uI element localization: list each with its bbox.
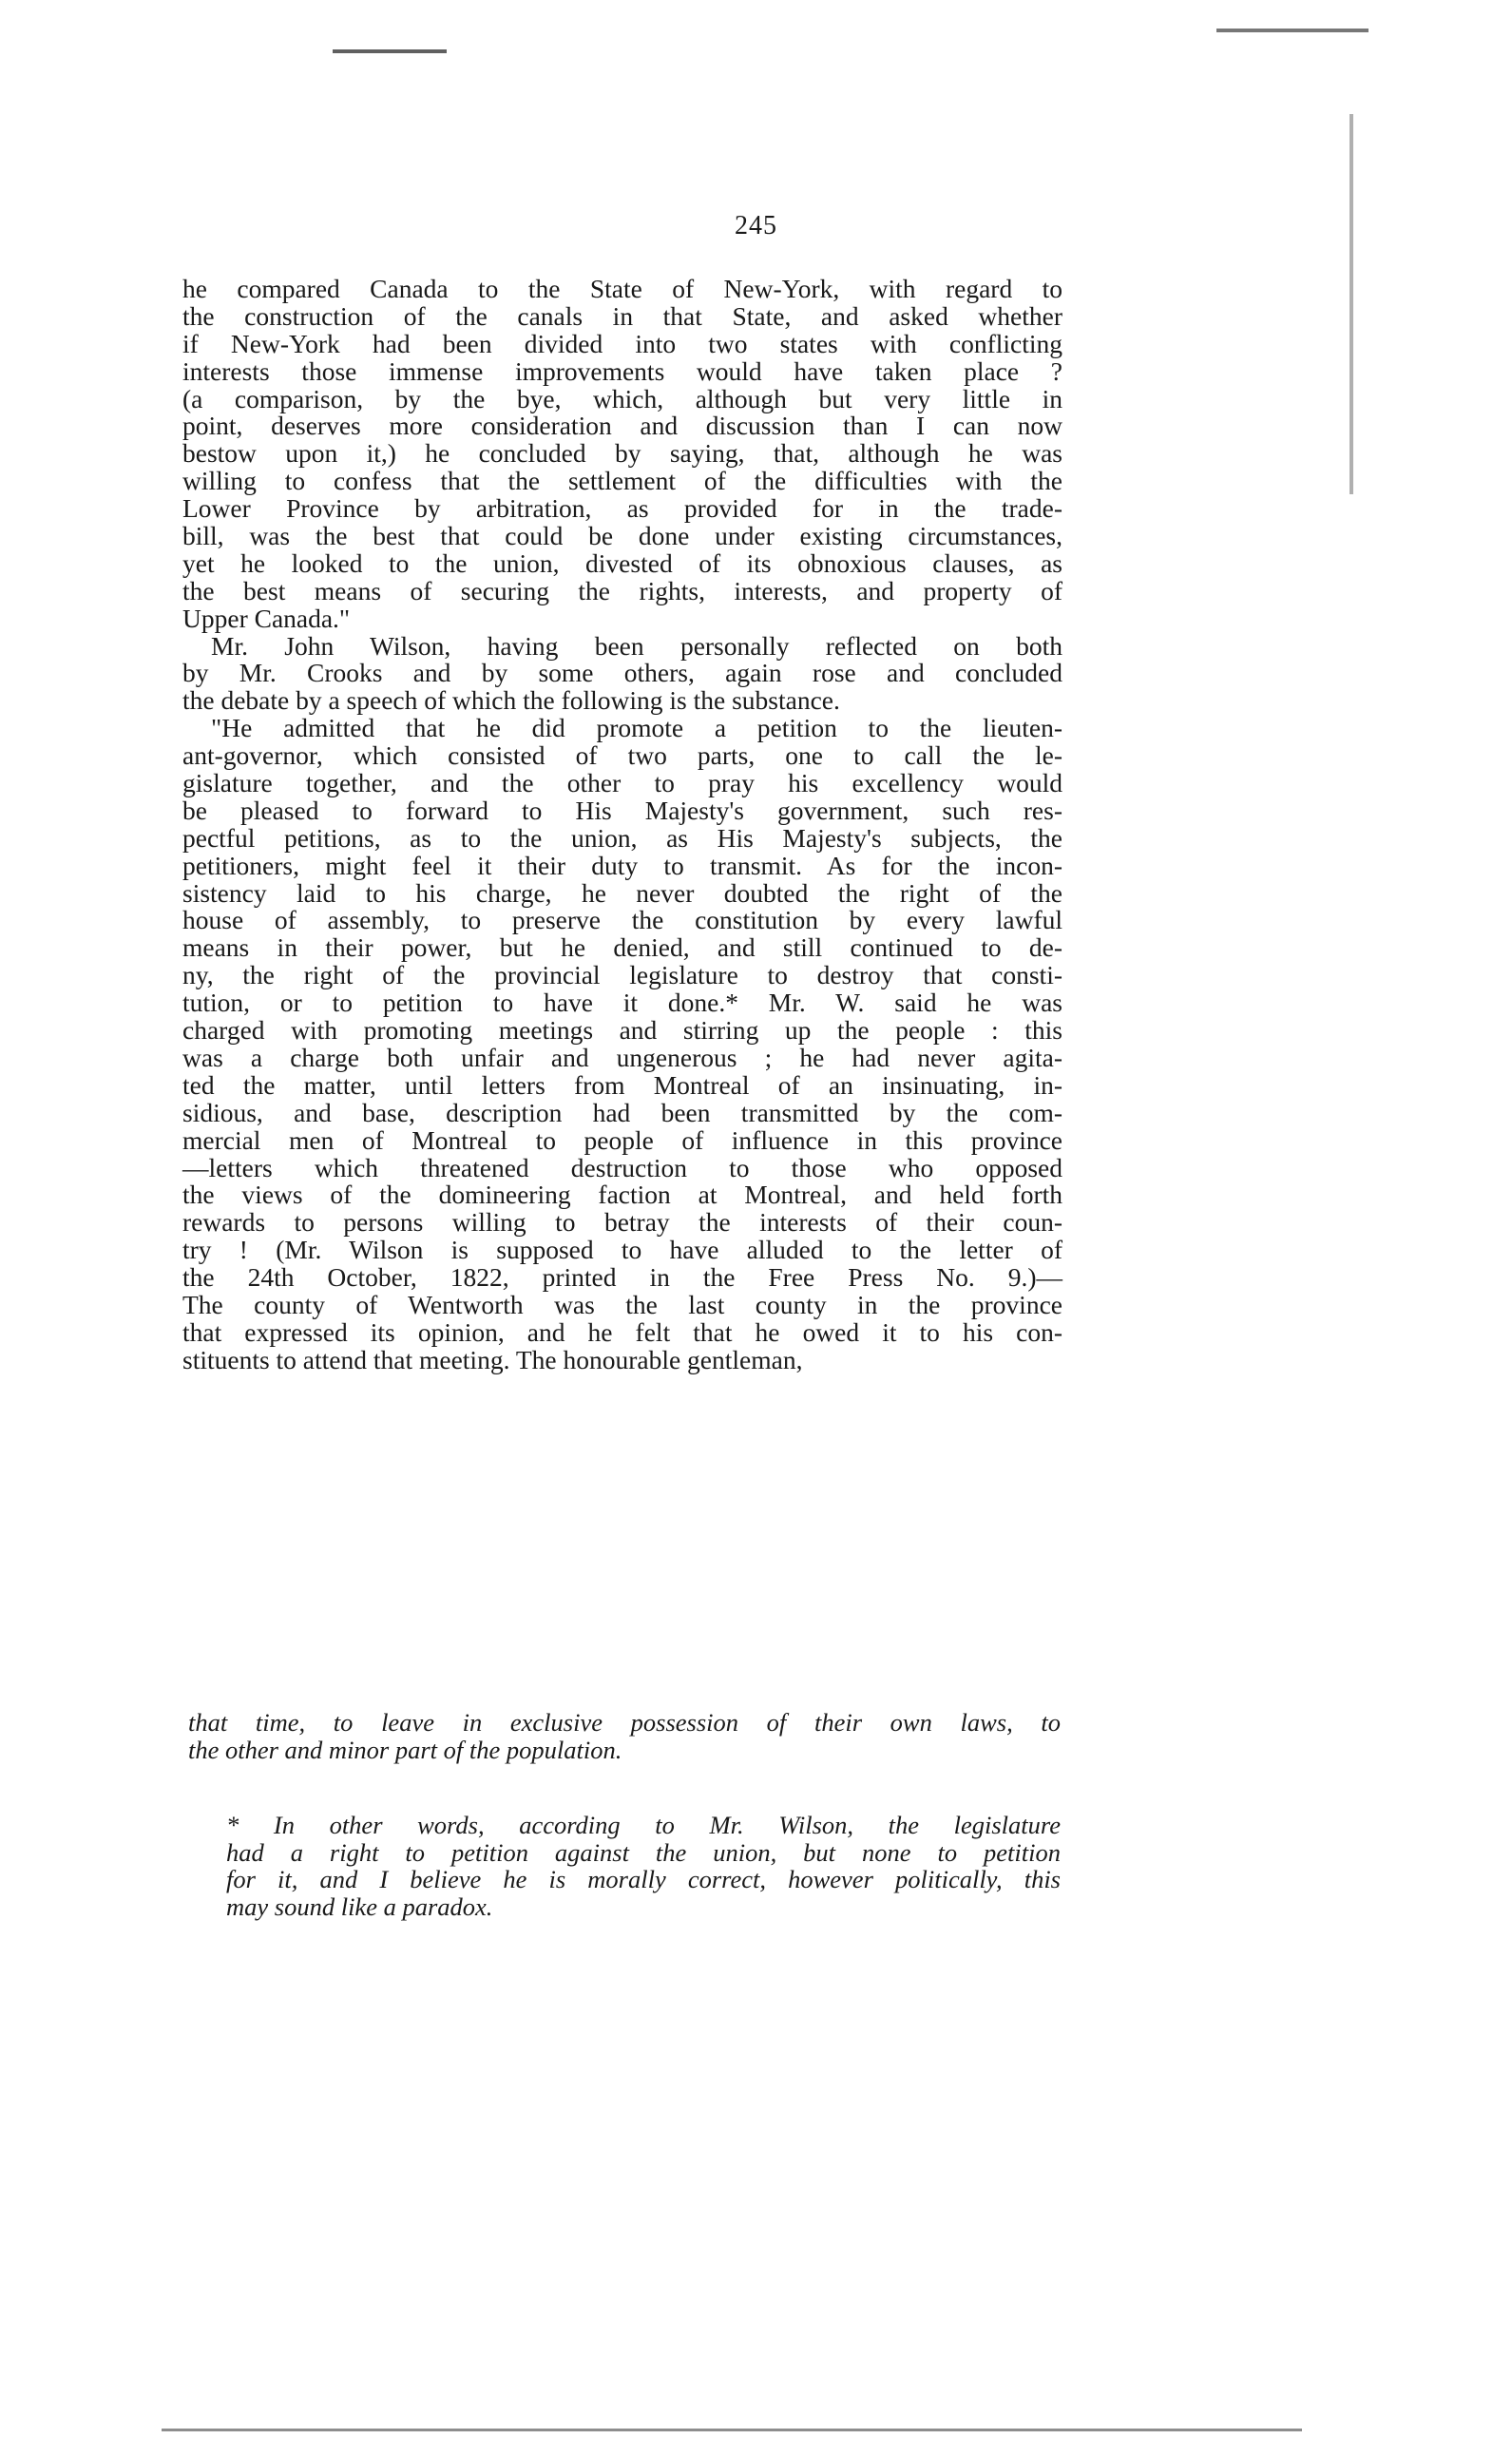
scan-edge-right (1349, 114, 1353, 494)
text-line: the best means of securing the rights, interests, and property of (182, 575, 1062, 605)
text-line: charged with promoting meetings and stirring up the people : this (182, 1015, 1062, 1046)
text-line: Upper Canada." (182, 603, 351, 633)
text-line: he compared Canada to the State of New-York, with regard to (182, 274, 1062, 303)
text-line: gislature together, and the other to pray his excellency would (182, 768, 1062, 798)
text-line: sidious, and base, description had been transmitted by the com- (182, 1097, 1062, 1127)
text-line: if New-York had been divided into two states with conflicting (182, 328, 1062, 358)
main-body-text (182, 276, 1062, 1374)
scan-smudge-bottom (162, 2429, 1302, 2431)
text-line: ant-governor, which consisted of two parts, one to call the le- (182, 740, 1062, 771)
text-line: interests those immense improvements would have taken place ? (182, 355, 1062, 386)
text-line: sistency laid to his charge, he never doubted the right of the (182, 877, 1062, 908)
text-line: that expressed its opinion, and he felt that he owed it to his con- (182, 1316, 1062, 1347)
scan-smudge-top (333, 49, 447, 53)
text-line: by Mr. Crooks and by some others, again rose and concluded (182, 658, 1062, 688)
text-line: The county of Wentworth was the last county in the province (182, 1289, 1062, 1319)
text-line: bestow upon it,) he concluded by saying, that, although he was (182, 438, 1062, 469)
text-line: be pleased to forward to His Majesty's government, such res- (182, 795, 1062, 825)
text-line: —letters which threatened destruction to those who opposed (182, 1152, 1062, 1182)
text-line: for it, and I believe he is morally correct, however politically, this (226, 1865, 1061, 1893)
text-line: that time, to leave in exclusive possession of their own laws, to (188, 1708, 1061, 1737)
text-line: the views of the domineering faction at Montreal, and held forth (182, 1180, 1062, 1210)
text-line: "He admitted that he did promote a petition to the lieuten- (211, 713, 1062, 743)
page-number: 245 (735, 211, 777, 240)
text-line: yet he looked to the union, divested of its obnoxious clauses, as (182, 547, 1062, 578)
continuation-text (188, 1709, 1061, 1763)
text-line: (a comparison, by the bye, which, although but very little in (182, 383, 1062, 413)
text-line: willing to confess that the settlement of the difficulties with the (182, 466, 1062, 496)
text-line: means in their power, but he denied, and still continued to de- (182, 932, 1062, 963)
text-line: was a charge both unfair and ungenerous ; he had never agita- (182, 1042, 1062, 1072)
text-line: house of assembly, to preserve the constitution by every lawful (182, 905, 1062, 935)
text-line: stituents to attend that meeting. The honourable gentleman, (182, 1344, 803, 1374)
text-line: the construction of the canals in that State, and asked whether (182, 300, 1062, 331)
text-line: pectful petitions, as to the union, as His Majesty's subjects, the (182, 822, 1062, 853)
text-line: the 24th October, 1822, printed in the Free Press No. 9.)— (182, 1262, 1062, 1293)
footnote (226, 1812, 1061, 1920)
text-line: * In other words, according to Mr. Wilson, the legislature (226, 1811, 1061, 1839)
text-line: Lower Province by arbitration, as provided for in the trade- (182, 493, 1062, 524)
text-line: ted the matter, until letters from Montreal of an insinuating, in- (182, 1069, 1062, 1100)
text-line: petitioners, might feel it their duty to transmit. As for the incon- (182, 850, 1062, 880)
text-line: had a right to petition against the union, but none to petition (226, 1837, 1061, 1867)
text-line: ny, the right of the provincial legislature to destroy that consti- (182, 960, 1062, 990)
text-line: point, deserves more consideration and discussion than I can now (182, 411, 1062, 441)
text-line: Mr. John Wilson, having been personally reflected on both (211, 630, 1062, 661)
text-line: may sound like a paradox. (226, 1892, 493, 1921)
text-line: try ! (Mr. Wilson is supposed to have alluded to the letter of (182, 1235, 1062, 1265)
text-line: bill, was the best that could be done under existing circumstances, (182, 521, 1062, 551)
scan-smudge-top-right (1216, 29, 1368, 32)
text-line: the other and minor part of the population. (188, 1735, 622, 1764)
text-line: tution, or to petition to have it done.* Mr. W. said he was (182, 988, 1062, 1018)
text-line: rewards to persons willing to betray the interests of their coun- (182, 1207, 1062, 1238)
text-line: mercial men of Montreal to people of influence in this province (182, 1124, 1062, 1155)
text-line: the debate by a speech of which the following is the substance. (182, 685, 840, 716)
